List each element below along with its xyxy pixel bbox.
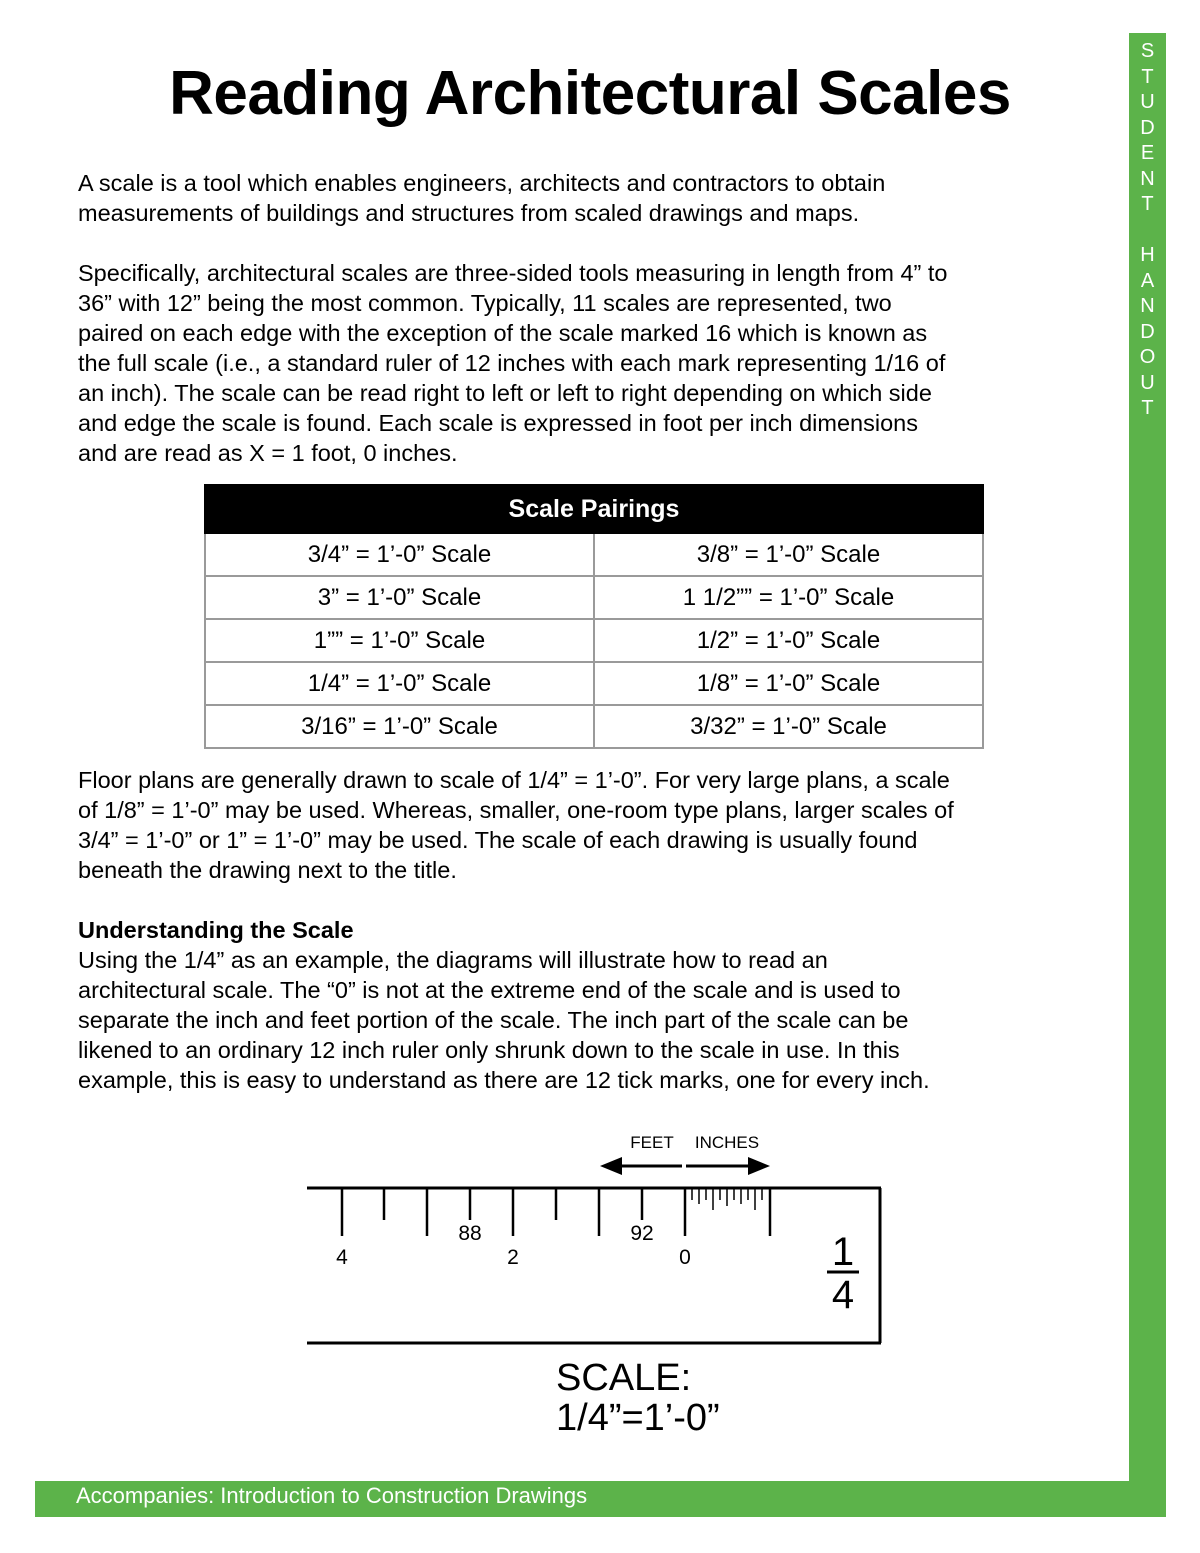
footer-text: Accompanies: Introduction to Construction Drawings <box>76 1483 588 1508</box>
scale-ruler-diagram <box>290 1120 900 1440</box>
text-line: A scale is a tool which enables engineers, architects and contractors to obtain <box>78 170 886 196</box>
text-line: example, this is easy to understand as there are 12 tick marks, one for every inch. <box>78 1067 930 1093</box>
table-header: Scale Pairings <box>205 485 983 533</box>
table-cell: 1 1/2”” = 1’-0” Scale <box>594 576 983 619</box>
text-line: paired on each edge with the exception of the scale marked 16 which is known as <box>78 320 928 346</box>
scale-caption-label: SCALE: <box>556 1357 692 1399</box>
side-letter: N <box>1140 167 1155 190</box>
table-row <box>205 705 983 748</box>
side-letter: T <box>1141 193 1154 215</box>
ruler-number: 4 <box>336 1246 348 1269</box>
floor-plans-paragraph <box>78 765 1118 885</box>
text-line: of 1/8” = 1’-0” may be used. Whereas, smaller, one-room type plans, larger scales of <box>78 797 954 823</box>
table-cell: 1/8” = 1’-0” Scale <box>594 662 983 705</box>
side-letter: E <box>1140 142 1155 164</box>
ruler-number: 92 <box>630 1222 654 1245</box>
intro-paragraph <box>78 168 1118 228</box>
table-row <box>205 619 983 662</box>
ruler-number: 0 <box>679 1246 691 1269</box>
text-line: separate the inch and feet portion of the scale. The inch part of the scale can be <box>78 1007 909 1033</box>
side-letter: S <box>1140 40 1155 62</box>
table-cell: 3/4” = 1’-0” Scale <box>205 533 594 576</box>
table-row <box>205 576 983 619</box>
feet-label: FEET <box>630 1133 674 1152</box>
side-bar <box>1129 33 1166 1517</box>
text-line: measurements of buildings and structures from scaled drawings and maps. <box>78 200 860 226</box>
side-letter: U <box>1140 91 1155 113</box>
scale-caption-value: 1/4”=1’-0” <box>556 1397 720 1439</box>
side-letter: O <box>1139 346 1156 368</box>
side-letter: A <box>1140 269 1155 292</box>
table-row <box>205 662 983 705</box>
fraction-numerator: 1 <box>831 1230 855 1274</box>
side-letter: U <box>1140 371 1155 394</box>
table-row <box>205 533 983 576</box>
table-cell: 1/4” = 1’-0” Scale <box>205 662 594 705</box>
side-letter: H <box>1140 244 1155 266</box>
table-cell: 1”” = 1’-0” Scale <box>205 619 594 662</box>
table-cell: 1/2” = 1’-0” Scale <box>594 619 983 662</box>
understanding-section <box>78 915 1118 1095</box>
text-line: the full scale (i.e., a standard ruler of 12 inches with each mark representing 1/16 of <box>78 350 946 376</box>
text-line: and edge the scale is found. Each scale is expressed in foot per inch dimensions <box>78 410 918 436</box>
text-line: 3/4” = 1’-0” or 1” = 1’-0” may be used. The scale of each drawing is usually found <box>78 827 918 853</box>
table-cell: 3” = 1’-0” Scale <box>205 576 594 619</box>
section-heading: Understanding the Scale <box>78 917 354 943</box>
side-letter: T <box>1141 65 1154 88</box>
inches-label: INCHES <box>694 1133 760 1152</box>
inch-ticks <box>692 1188 762 1210</box>
table-cell: 3/8” = 1’-0” Scale <box>594 533 983 576</box>
page-number: 1 <box>1174 1487 1186 1509</box>
page-title: Reading Architectural Scales <box>169 59 1011 128</box>
table-cell: 3/32” = 1’-0” Scale <box>594 705 983 748</box>
text-line: 36” with 12” being the most common. Typically, 11 scales are represented, two <box>78 290 892 316</box>
side-letter: D <box>1140 116 1155 139</box>
text-line: beneath the drawing next to the title. <box>78 857 457 883</box>
scale-pairings-table <box>204 484 984 749</box>
text-line: and are read as X = 1 foot, 0 inches. <box>78 440 458 466</box>
text-line: an inch). The scale can be read right to left or left to right depending on which side <box>78 380 932 406</box>
side-letter <box>1129 218 1166 244</box>
text-line: architectural scale. The “0” is not at the extreme end of the scale and is used to <box>78 977 901 1003</box>
text-line: Using the 1/4” as an example, the diagrams will illustrate how to read an <box>78 947 828 973</box>
side-letter: D <box>1140 320 1155 343</box>
text-line: Floor plans are generally drawn to scale of 1/4” = 1’-0”. For very large plans, a scale <box>78 767 950 793</box>
ruler-number: 88 <box>458 1222 482 1245</box>
text-line: Specifically, architectural scales are three-sided tools measuring in length from 4” to <box>78 260 948 286</box>
side-letter: T <box>1141 397 1154 419</box>
footer-bar <box>35 1481 1186 1517</box>
specifically-paragraph <box>78 258 1118 468</box>
ruler-number: 2 <box>507 1246 519 1269</box>
text-line: likened to an ordinary 12 inch ruler only shrunk down to the scale in use. In this <box>78 1037 900 1063</box>
right-arrow-icon <box>748 1157 770 1175</box>
left-arrow-icon <box>600 1157 622 1175</box>
fraction-denominator: 4 <box>831 1273 855 1317</box>
table-cell: 3/16” = 1’-0” Scale <box>205 705 594 748</box>
side-letter: N <box>1140 295 1155 317</box>
